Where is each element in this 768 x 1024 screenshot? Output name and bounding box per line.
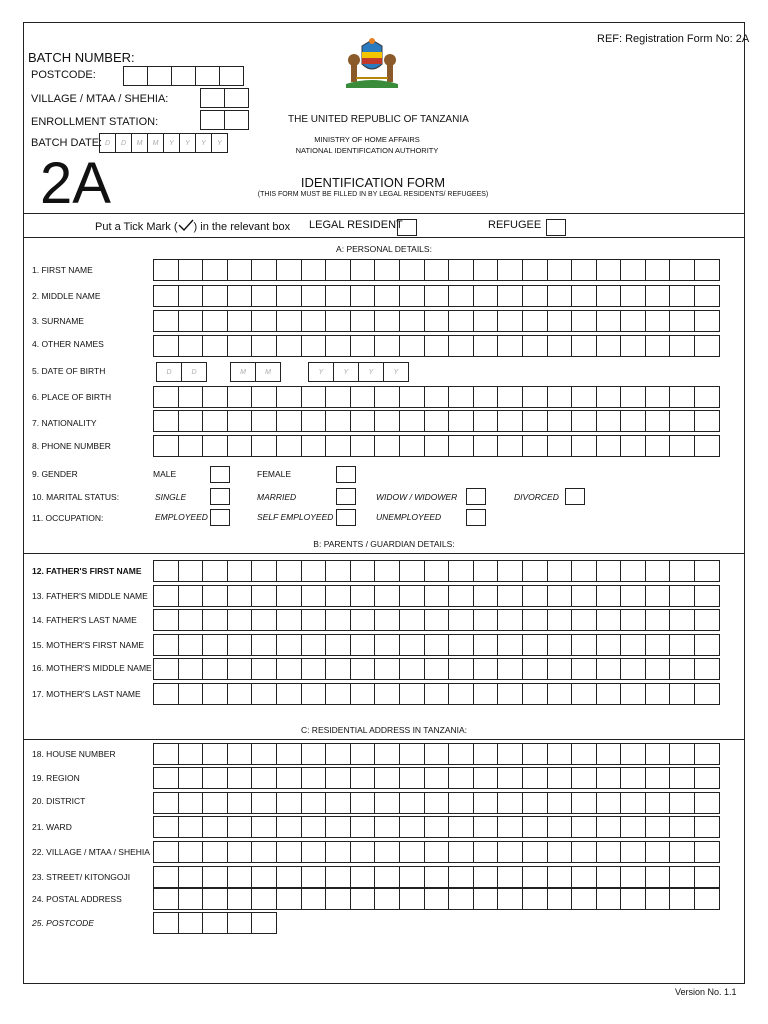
ministry-title: MINISTRY OF HOME AFFAIRS bbox=[314, 135, 420, 144]
phone-number-boxes[interactable] bbox=[153, 435, 720, 457]
widow-checkbox[interactable] bbox=[466, 488, 486, 505]
coat-of-arms-icon bbox=[342, 34, 402, 92]
dob-day-boxes[interactable]: D D bbox=[156, 362, 207, 382]
surname-boxes[interactable] bbox=[153, 310, 720, 332]
village-address-label: 22. VILLAGE / MTAA / SHEHIA bbox=[32, 847, 150, 857]
house-number-label: 18. HOUSE NUMBER bbox=[32, 749, 116, 759]
mother-last-boxes[interactable] bbox=[153, 683, 720, 705]
phone-number-label: 8. PHONE NUMBER bbox=[32, 441, 111, 451]
street-boxes[interactable] bbox=[153, 866, 720, 888]
batch-date-boxes[interactable]: D D M M Y Y Y Y bbox=[99, 133, 228, 153]
female-label: FEMALE bbox=[257, 469, 292, 479]
refugee-label: REFUGEE bbox=[488, 219, 542, 231]
employed-label: EMPLOYEED bbox=[155, 512, 208, 522]
divorced-checkbox[interactable] bbox=[565, 488, 585, 505]
middle-name-boxes[interactable] bbox=[153, 285, 720, 307]
date-of-birth-label: 5. DATE OF BIRTH bbox=[32, 366, 106, 376]
form-code: 2A bbox=[40, 151, 111, 216]
single-checkbox[interactable] bbox=[210, 488, 230, 505]
widow-label: WIDOW / WIDOWER bbox=[376, 492, 458, 502]
gender-label: 9. GENDER bbox=[32, 469, 78, 479]
batch-number-label: BATCH NUMBER: bbox=[28, 50, 135, 65]
section-address-heading: C: RESIDENTIAL ADDRESS IN TANZANIA: bbox=[300, 725, 468, 735]
house-number-boxes[interactable] bbox=[153, 743, 720, 765]
postal-address-boxes[interactable] bbox=[153, 888, 720, 910]
postcode-boxes[interactable] bbox=[123, 66, 244, 86]
father-first-boxes[interactable] bbox=[153, 560, 720, 582]
form-note: (THIS FORM MUST BE FILLED IN BY LEGAL RESIDENTS/ REFUGEES) bbox=[257, 191, 489, 198]
region-boxes[interactable] bbox=[153, 767, 720, 789]
ward-label: 21. WARD bbox=[32, 822, 72, 832]
dob-month-boxes[interactable]: M M bbox=[230, 362, 281, 382]
marital-status-label: 10. MARITAL STATUS: bbox=[32, 492, 120, 502]
republic-title: THE UNITED REPUBLIC OF TANZANIA bbox=[288, 114, 469, 125]
self-employed-checkbox[interactable] bbox=[336, 509, 356, 526]
mother-middle-label: 16. MOTHER'S MIDDLE NAME bbox=[32, 663, 152, 673]
street-label: 23. STREET/ KITONGOJI bbox=[32, 872, 131, 882]
place-of-birth-label: 6. PLACE OF BIRTH bbox=[32, 392, 112, 402]
enrollment-station-boxes[interactable] bbox=[200, 110, 249, 130]
postcode-address-boxes[interactable] bbox=[153, 912, 277, 934]
enrollment-station-label: ENROLLMENT STATION: bbox=[31, 116, 159, 128]
checkmark-icon bbox=[178, 219, 194, 231]
first-name-label: 1. FIRST NAME bbox=[32, 265, 93, 275]
legal-resident-label: LEGAL RESIDENT bbox=[309, 219, 403, 231]
district-boxes[interactable] bbox=[153, 792, 720, 814]
self-employed-label: SELF EMPLOYEED bbox=[257, 512, 334, 522]
other-names-boxes[interactable] bbox=[153, 335, 720, 357]
nationality-boxes[interactable] bbox=[153, 410, 720, 432]
unemployed-label: UNEMPLOYEED bbox=[376, 512, 442, 522]
male-checkbox[interactable] bbox=[210, 466, 230, 483]
section-parents-heading: B: PARENTS / GUARDIAN DETAILS: bbox=[313, 539, 455, 549]
male-label: MALE bbox=[153, 469, 177, 479]
version-number: Version No. 1.1 bbox=[675, 987, 737, 997]
form-title: IDENTIFICATION FORM bbox=[300, 175, 446, 190]
ref-number: REF: Registration Form No: 2A bbox=[597, 33, 750, 45]
nationality-label: 7. NATIONALITY bbox=[32, 418, 97, 428]
mother-middle-boxes[interactable] bbox=[153, 658, 720, 680]
divorced-label: DIVORCED bbox=[514, 492, 559, 502]
mother-first-boxes[interactable] bbox=[153, 634, 720, 656]
unemployed-checkbox[interactable] bbox=[466, 509, 486, 526]
district-label: 20. DISTRICT bbox=[32, 796, 86, 806]
father-last-boxes[interactable] bbox=[153, 609, 720, 631]
form-border bbox=[23, 22, 745, 984]
mother-first-label: 15. MOTHER'S FIRST NAME bbox=[32, 640, 144, 650]
female-checkbox[interactable] bbox=[336, 466, 356, 483]
other-names-label: 4. OTHER NAMES bbox=[32, 339, 104, 349]
postcode-address-label: 25. POSTCODE bbox=[32, 918, 94, 928]
employed-checkbox[interactable] bbox=[210, 509, 230, 526]
region-label: 19. REGION bbox=[32, 773, 80, 783]
village-label: VILLAGE / MTAA / SHEHIA: bbox=[31, 93, 169, 105]
father-middle-label: 13. FATHER'S MIDDLE NAME bbox=[32, 591, 148, 601]
authority-title: NATIONAL IDENTIFICATION AUTHORITY bbox=[295, 146, 439, 155]
father-middle-boxes[interactable] bbox=[153, 585, 720, 607]
postal-address-label: 24. POSTAL ADDRESS bbox=[32, 894, 122, 904]
place-of-birth-boxes[interactable] bbox=[153, 386, 720, 408]
dob-year-boxes[interactable]: Y Y Y Y bbox=[308, 362, 409, 382]
refugee-checkbox[interactable] bbox=[546, 219, 566, 236]
father-last-label: 14. FATHER'S LAST NAME bbox=[32, 615, 137, 625]
ward-boxes[interactable] bbox=[153, 816, 720, 838]
legal-resident-checkbox[interactable] bbox=[397, 219, 417, 236]
father-first-label: 12. FATHER'S FIRST NAME bbox=[32, 566, 142, 576]
batch-date-label: BATCH DATE: bbox=[31, 137, 103, 149]
mother-last-label: 17. MOTHER'S LAST NAME bbox=[32, 689, 141, 699]
village-address-boxes[interactable] bbox=[153, 841, 720, 863]
married-label: MARRIED bbox=[257, 492, 297, 502]
tick-instruction: Put a Tick Mark ( ) in the relevant box bbox=[95, 221, 291, 233]
first-name-boxes[interactable] bbox=[153, 259, 720, 281]
middle-name-label: 2. MIDDLE NAME bbox=[32, 291, 101, 301]
surname-label: 3. SURNAME bbox=[32, 316, 84, 326]
single-label: SINGLE bbox=[155, 492, 187, 502]
married-checkbox[interactable] bbox=[336, 488, 356, 505]
postcode-label: POSTCODE: bbox=[31, 69, 96, 81]
section-personal-heading: A: PERSONAL DETAILS: bbox=[336, 244, 432, 254]
occupation-label: 11. OCCUPATION: bbox=[32, 513, 104, 523]
village-boxes[interactable] bbox=[200, 88, 249, 108]
